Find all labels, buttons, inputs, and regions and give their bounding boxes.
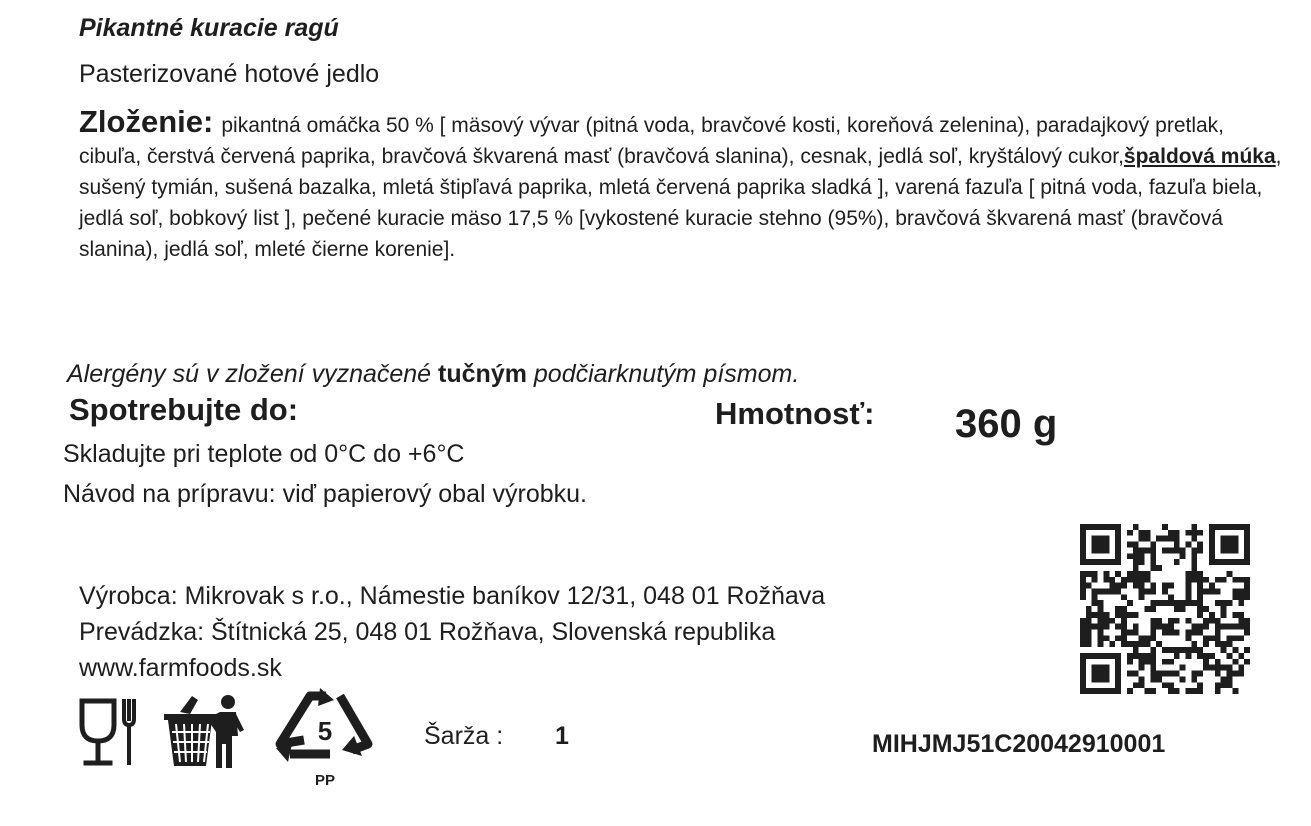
lot-code: MIHJMJ51C20042910001 <box>872 730 1166 758</box>
weight-label: Hmotnosť: <box>715 396 875 431</box>
facility-line: Prevádzka: Štítnická 25, 048 01 Rožňava, Slovenská republika <box>79 618 776 646</box>
tidyman-bin-icon <box>162 692 246 770</box>
recycling-number: 5 <box>317 716 333 746</box>
storage-instructions: Skladujte pri teplote od 0°C do +6°C <box>63 440 465 468</box>
website: www.farmfoods.sk <box>79 654 282 682</box>
ingredients-label: Zloženie: <box>79 104 214 139</box>
qr-code-icon <box>1080 524 1250 694</box>
product-type: Pasterizované hotové jedlo <box>79 60 380 88</box>
ingredients-text-2: , sušený tymián, sušená bazalka, mletá štipľavá paprika, mletá červená paprika sladká ], varená fazuľa [ pitná voda, fazuľa biela, jedlá soľ, bobkový list ], pečené kuracie mäso 17,5 % [vykostené kuracie stehno (95%), bravčová škvarená masť (bravčová slanina), jedlá soľ, mleté čierne korenie]. <box>79 145 1282 261</box>
product-name: Pikantné kuracie ragú <box>79 14 339 42</box>
food-contact-icon <box>78 695 140 769</box>
allergen-highlight: špaldová múka <box>1123 145 1276 168</box>
recycling-material: PP <box>314 772 335 789</box>
allergen-note-text-2: podčiarknutým písmom. <box>533 360 800 388</box>
weight-value: 360 g <box>955 402 1058 446</box>
allergen-note <box>67 360 799 389</box>
producer-line: Výrobca: Mikrovak s r.o., Námestie baníkov 12/31, 048 01 Rožňava <box>79 582 826 610</box>
use-by-label: Spotrebujte do: <box>69 392 299 427</box>
allergen-note-text-1: Alergény sú v zložení vyznačené <box>67 360 432 388</box>
preparation-instructions: Návod na prípravu: viď papierový obal výrobku. <box>63 480 587 508</box>
batch-label: Šarža : <box>424 722 504 750</box>
ingredients-block <box>79 106 1284 265</box>
allergen-note-bold: tučným <box>438 360 527 388</box>
recycling-pp-icon <box>268 688 383 792</box>
ingredients-text-1: pikantná omáčka 50 % [ mäsový vývar (pitná voda, bravčové kosti, koreňová zelenina), paradajkový pretlak, cibuľa, čerstvá červená paprika, bravčová škvarená masť (bravčová slanina), cesnak, jedlá soľ, kryštálový cukor, <box>79 114 1225 168</box>
batch-value: 1 <box>555 722 569 750</box>
producer-info <box>79 578 825 686</box>
